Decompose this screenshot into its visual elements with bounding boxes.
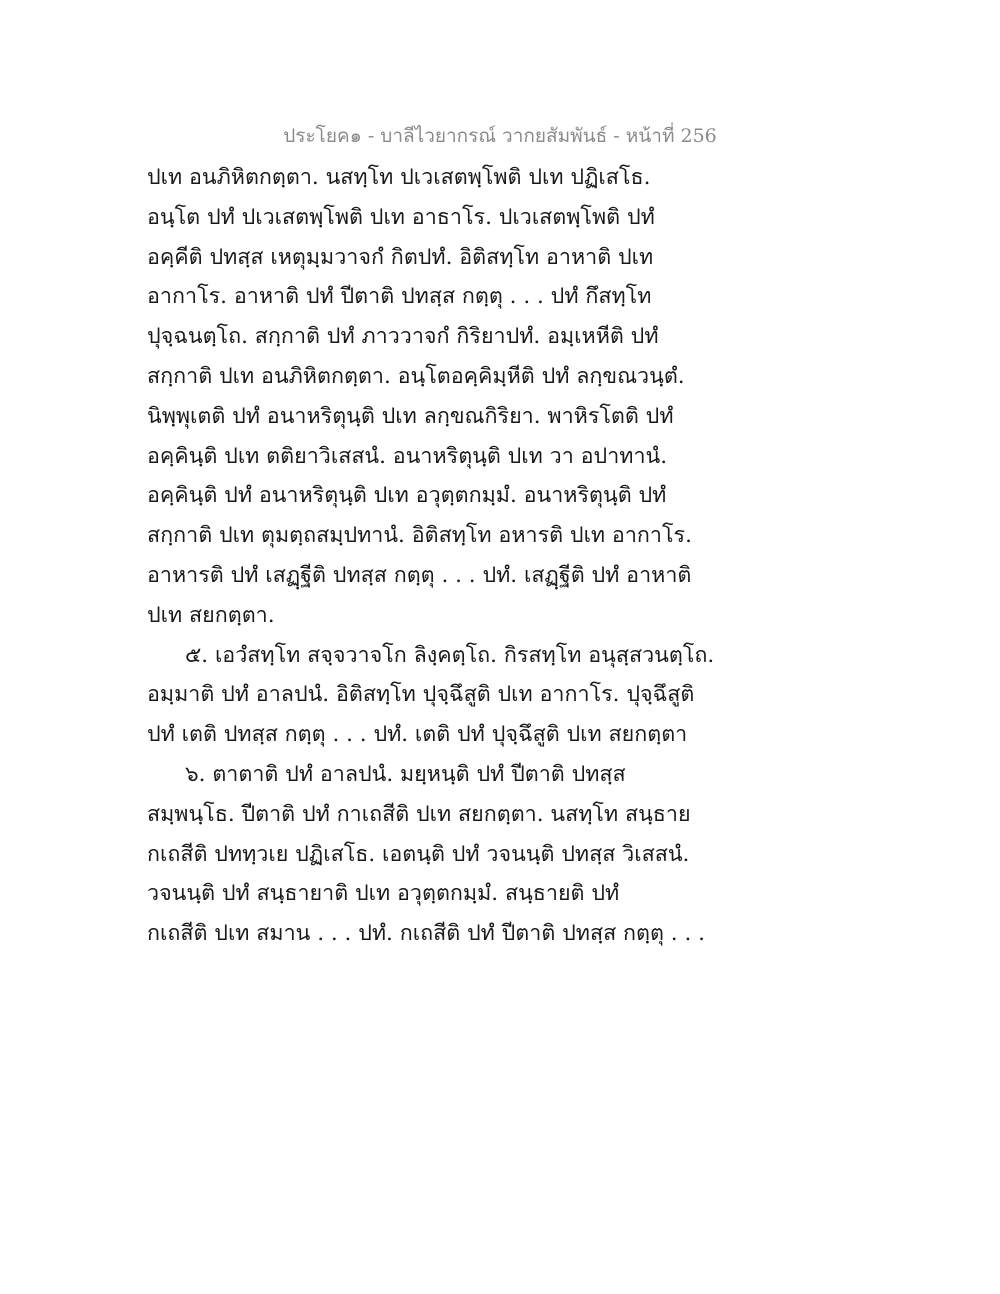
text-line: อคฺคินฺติ ปทํ อนาหริตุนฺติ ปเท อวุตฺตกมฺมํ. อนาหริตุนฺติ ปทํ [147, 483, 667, 509]
text-line: วจนนฺติ ปทํ สนฺธายาติ ปเท อวุตฺตกมฺมํ. สนฺธายติ ปทํ [147, 881, 620, 907]
text-line: สกฺกาติ ปเท อนภิหิตกตฺตา. อนฺโตอคฺคิมฺหีติ ปทํ ลกฺขณวนฺตํ. [147, 363, 685, 389]
running-header [0, 121, 1000, 151]
paragraph-5-start: ๕. เอวํสทฺโท สจฺจวาจโก ลิงฺคตฺโถ. กิรสทฺโท อนุสฺสวนตฺโถ. [185, 642, 715, 668]
text-line: ปเท อนภิหิตกตฺตา. นสทฺโท ปเวเสตพฺโพติ ปเท ปฏิเสโธ. [147, 165, 651, 190]
running-header-text: ประโยค๑ - บาลีไวยากรณ์ วากยสัมพันธ์ - หน้าที่ 256 [283, 125, 717, 147]
text-line: อาหารติ ปทํ เสฏฺฐีติ ปทสฺส กตฺตุ . . . ปทํ. เสฏฺฐีติ ปทํ อาหาติ [147, 562, 692, 588]
text-line: อนฺโต ปทํ ปเวเสตพฺโพติ ปเท อาธาโร. ปเวเสตพฺโพติ ปทํ [147, 204, 655, 230]
text-line: อคฺคินฺติ ปเท ตติยาวิเสสนํ. อนาหริตุนฺติ ปเท วา อปาทานํ. [147, 443, 668, 469]
text-line: อากาโร. อาหาติ ปทํ ปีตาติ ปทสฺส กตฺตุ . . . ปทํ กึสทฺโท [147, 284, 652, 310]
text-line: อคฺคีติ ปทสฺส เหตุมฺมวาจกํ กิตปทํ. อิติสทฺโท อาหาติ ปเท [147, 244, 654, 270]
paragraph-6-start: ๖. ตาตาติ ปทํ อาลปนํ. มยฺหนฺติ ปทํ ปีตาติ ปทสฺส [185, 761, 626, 787]
text-line: สมฺพนฺโธ. ปีตาติ ปทํ กาเถสีติ ปเท สยกตฺตา. นสทฺโท สนฺธาย [147, 801, 691, 827]
text-line: ปทํ เตติ ปทสฺส กตฺตุ . . . ปทํ. เตติ ปทํ ปุจฺฉึสูติ ปเท สยกตฺตา [147, 722, 688, 748]
body-text [147, 158, 715, 954]
text-line: สกฺกาติ ปเท ตุมตฺถสมฺปทานํ. อิติสทฺโท อหารติ ปเท อากาโร. [147, 523, 692, 549]
text-line: กเถสีติ ปททฺวเย ปฏิเสโธ. เอตนฺติ ปทํ วจนนฺติ ปทสฺส วิเสสนํ. [147, 841, 690, 867]
text-line: ปุจฺฉนตฺโถ. สกฺกาติ ปทํ ภาววาจกํ กิริยาปทํ. อมฺเหหีติ ปทํ [147, 324, 659, 350]
text-line: กเถสีติ ปเท สมาน . . . ปทํ. กเถสีติ ปทํ ปีตาติ ปทสฺส กตฺตุ . . . [147, 921, 705, 947]
text-line: ปเท สยกตฺตา. [147, 602, 275, 628]
text-line: อมฺมาติ ปทํ อาลปนํ. อิติสทฺโท ปุจฺฉึสูติ ปเท อากาโร. ปุจฺฉึสูติ [147, 682, 695, 708]
text-line: นิพฺพุเตติ ปทํ อนาหริตุนฺติ ปเท ลกฺขณกิริยา. พาหิรโตติ ปทํ [147, 403, 674, 429]
